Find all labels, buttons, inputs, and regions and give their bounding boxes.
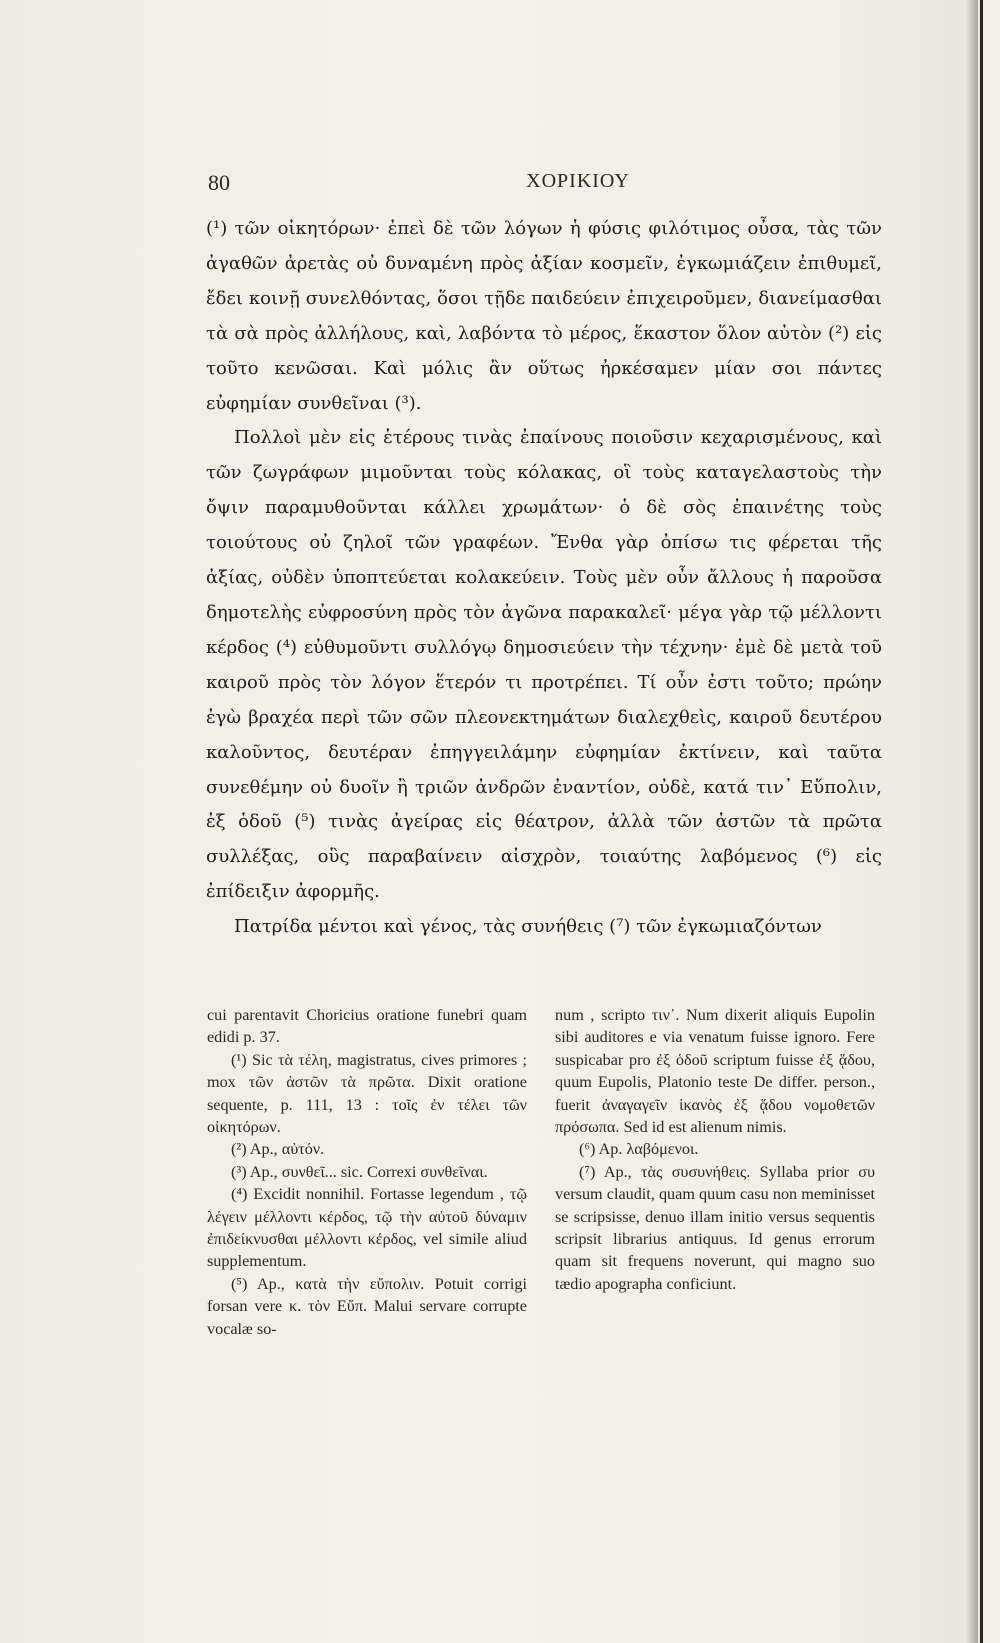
footnote-2: (²) Ap., αὐτόν. <box>231 1140 325 1159</box>
footnote-7: (⁷) Ap., τὰς συσυνήθεις. Syllaba prior συ versum claudit, quam quum casu non meminisset se scripsisse, denuo illam initio versus sequentis scripsit librarius antiquus. Id genus errorum quam sit frequens noverunt, qui magno suo tædio apographa conficiunt. <box>555 1162 875 1293</box>
main-paragraph-1: (¹) τῶν οἰκητόρων· ἐπεὶ δὲ τῶν λόγων ἡ φύσις φιλότιμος οὖσα, τὰς τῶν ἀγαθῶν ἀρετὰς οὐ δυναμένη πρὸς ἀξίαν κοσμεῖν, ἐγκωμιάζειν ἐπιθυμεῖ, ἔδει κοινῇ συνελθόντας, ὅσοι τῇδε παιδεύειν ἐπιχειροῦμεν, διανείμασθαι τὰ σὰ πρὸς ἀλλήλους, καὶ, λαβόντα τὸ μέρος, ἕκαστον ὅλον αὐτὸν (²) εἰς τοῦτο κενῶσαι. Καὶ μόλις ἂν οὕτως ἠρκέσαμεν μίαν σοι πάντες εὐφημίαν συνθεῖναι (³). <box>206 218 882 414</box>
footnote-5-continuation: num , scripto τιν᾽. Num dixerit aliquis Eupolin sibi auditores e via venatum fuisse ignoro. Fere suspicabar pro ἐξ ὁδοῦ scriptum fuisse ἐξ ᾅδου, quum Eupolis, Platonio teste De differ. person., fuerit ἀναγαγεῖν ἱκανὸς ἐξ ᾅδου νομοθετῶν πρόσωπα. Sed id est alienum nimis. <box>555 1006 875 1137</box>
footnote-3: (³) Ap., συνθεῖ... sic. Correxi συνθεῖναι. <box>231 1162 488 1181</box>
main-paragraph-2: Πολλοὶ μὲν εἰς ἑτέρους τινὰς ἐπαίνους ποιοῦσιν κεχαρισμένους, καὶ τῶν ζωγράφων μιμοῦνται τοὺς κόλακας, οἳ τοὺς καταγελαστοὺς τὴν ὄψιν παραμυθοῦνται κάλλει χρωμάτων· ὁ δὲ σὸς ἐπαινέτης τοὺς τοιούτους οὐ ζηλοῖ τῶν γραφέων. Ἔνθα γὰρ ὀπίσω τις φέρεται τῆς ἀξίας, οὐδὲν ὑποπτεύεται κολακεύειν. Τοὺς μὲν οὖν ἄλλους ἡ παροῦσα δημοτελὴς εὐφροσύνη πρὸς τὸν ἀγῶνα παρακαλεῖ· μέγα γὰρ τῷ μέλλοντι κέρδος (⁴) εὐθυμοῦντι συλλόγῳ δημοσιεύειν τὴν τέχνην· ἐμὲ δὲ μετὰ τοῦ καιροῦ πρὸς τὸν λόγον ἕτερόν τι προτρέπει. Τί οὖν ἐστι τοῦτο; πρώην ἐγὼ βραχέα περὶ τῶν σῶν πλεονεκτημάτων διαλεχθεὶς, καιροῦ δευτέρου καλοῦντος, δευτέραν ἐπηγγειλάμην εὐφημίαν ἐκτίνειν, καὶ ταῦτα συνεθέμην οὐ δυοῖν ἢ τριῶν ἀνδρῶν ἐναντίον, οὐδὲ, κατά τιν᾽ Εὔπολιν, ἐξ ὁδοῦ (⁵) τινὰς ἀγείρας εἰς θέατρον, ἀλλὰ τῶν ἀστῶν τὰ πρῶτα συλλέξας, οὓς παραβαίνειν αἰσχρὸν, τοιαύτης λαβόμενος (⁶) εἰς ἐπίδειξιν ἀφορμῆς. <box>206 427 882 903</box>
page-number: 80 <box>208 170 230 195</box>
footnote-continuation: cui parentavit Choricius oratione funebri quam edidi p. 37. <box>207 1006 527 1047</box>
page-edge-shadow <box>966 0 978 1643</box>
main-paragraph-3: Πατρίδα μέντοι καὶ γένος, τὰς συνήθεις (⁷) τῶν ἐγκωμιαζόντων <box>234 916 822 938</box>
footnotes-right-column <box>555 1004 875 1295</box>
adjacent-page-sliver <box>983 0 1000 1643</box>
main-text-block <box>206 212 882 945</box>
footnote-6: (⁶) Ap. λαβόμενοι. <box>579 1140 699 1159</box>
footnote-1: (¹) Sic τὰ τέλη, magistratus, cives primores ; mox τῶν ἀστῶν τὰ πρῶτα. Dixit oratione sequente, p. 111, 13 : τοῖς ἐν τέλει τῶν οἰκητόρων. <box>207 1050 527 1137</box>
footnotes-left-column <box>207 1004 527 1340</box>
footnote-4: (⁴) Excidit nonnihil. Fortasse legendum , τῷ λέγειν μέλλοντι κέρδος, τῷ τὴν αὐτοῦ δύναμιν ἐπιδείκνυσθαι μέλλοντι κέρδος, vel simile aliud supplementum. <box>207 1185 527 1271</box>
page-header <box>208 170 882 202</box>
running-title: ΧΟΡΙΚΙΟΥ <box>526 170 630 192</box>
footnote-5: (⁵) Ap., κατὰ τὴν εὔπολιν. Potuit corrigi forsan vere κ. τὸν Εὔπ. Malui servare corrupte vocalæ so- <box>207 1274 527 1338</box>
